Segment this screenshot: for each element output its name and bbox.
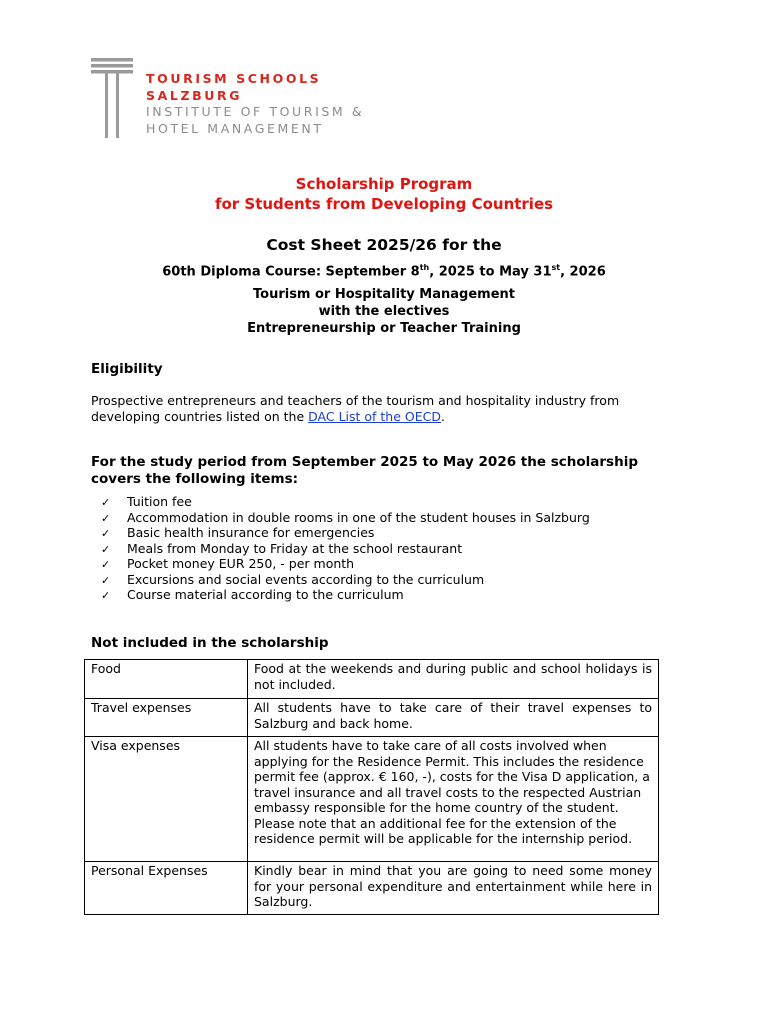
not-included-heading: Not included in the scholarship [91,635,329,651]
table-row [85,699,659,737]
school-logo [91,58,391,148]
course-dates-mid: , 2025 to May 31 [429,264,552,280]
table-cell-label: Visa expenses [85,737,248,862]
list-item-text: Accommodation in double rooms in one of the student houses in Salzburg [127,509,590,525]
check-icon: ✓ [101,558,111,571]
dac-list-link[interactable]: DAC List of the OECD [308,408,441,424]
logo-text [146,71,364,137]
list-item-text: Meals from Monday to Friday at the school restaurant [127,540,463,556]
list-item-text: Excursions and social events according to the curriculum [127,571,485,587]
visa-text: All students have to take care of all costs involved when applying for the Residence Permit. This includes the residence permit fee (approx. € 160, -), costs for the Visa D application, a travel insurance and all travel costs to the respected Austrian embassy responsible for the home country of the student. [254,738,650,815]
program-title: Scholarship Program [295,175,473,193]
check-icon: ✓ [101,542,111,556]
check-icon: ✓ [101,527,111,540]
list-item-text: Course material according to the curriculum [127,587,404,602]
list-item [101,525,590,541]
course-dates-prefix: 60th Diploma Course: September 8 [162,264,420,280]
list-item-text: Pocket money EUR 250, - per month [127,556,355,571]
check-icon: ✓ [101,496,111,509]
check-icon: ✓ [101,573,111,587]
list-item [101,556,590,572]
not-included-table [84,659,659,915]
course-dates-sup2: st [551,263,561,272]
covered-items-list [101,494,590,603]
table-row [85,862,659,915]
program-subtitle: for Students from Developing Countries [214,195,554,213]
list-item [101,510,590,526]
logo-line-4: HOTEL MANAGEMENT [146,120,324,136]
cost-sheet-heading: Cost Sheet 2025/26 for the [266,236,502,254]
covers-heading: For the study period from September 2025 to May 2026 the scholarship covers the following items: [91,454,638,487]
list-item-text: Tuition fee [127,494,192,509]
pillar-logo-icon [91,58,133,138]
program-line-2: with the electives [318,304,450,319]
eligibility-text-body: Prospective entrepreneurs and teachers of the tourism and hospitality industry from developing countries listed on the [91,393,620,424]
table-cell-text: Kindly bear in mind that you are going to need some money for your personal expenditure and entertainment while here in Salzburg. [248,862,659,915]
program-line-1: Tourism or Hospitality Management [253,287,515,302]
eligibility-text-end: . [441,408,445,424]
visa-note: Please note that an additional fee for the extension of the residence permit will be applicable for the internship period. [254,815,633,846]
table-cell-text: Food at the weekends and during public and school holidays is not included. [248,660,659,699]
course-dates [0,263,768,279]
list-item-text: Basic health insurance for emergencies [127,525,375,540]
course-dates-sup1: th [419,263,430,272]
list-item [101,587,590,603]
eligibility-heading: Eligibility [91,361,163,377]
eligibility-text [91,393,671,424]
program-line-3: Entrepreneurship or Teacher Training [247,321,521,336]
list-item [101,572,590,588]
list-item [101,541,590,557]
table-cell-label: Travel expenses [85,699,248,737]
check-icon: ✓ [101,511,111,525]
course-dates-suffix: , 2026 [560,264,606,280]
table-cell-text [248,737,659,862]
table-cell-text: All students have to take care of their travel expenses to Salzburg and back home. [248,699,659,737]
table-row [85,737,659,862]
table-cell-label: Personal Expenses [85,862,248,915]
table-cell-label: Food [85,660,248,699]
logo-line-1: TOURISM SCHOOLS [146,71,322,86]
logo-line-3: INSTITUTE OF TOURISM & [146,104,365,119]
logo-line-2: SALZBURG [146,87,243,103]
table-row [85,660,659,699]
list-item [101,494,590,510]
check-icon: ✓ [101,589,111,602]
